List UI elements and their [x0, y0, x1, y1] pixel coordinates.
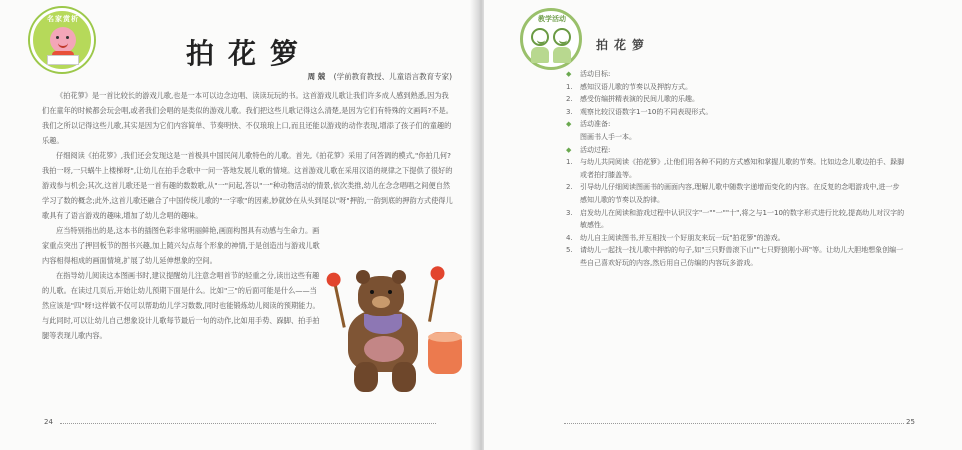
paragraph: 在指导幼儿阅读这本图画书时,建议提醒幼儿注意念唱首节的轻重之分,读出这些有趣的儿歌。在读过几页后,开始让幼儿预期下面是什么。比如"三"的后面可能是什么——当然应该是"四"呀!这样做不仅可以帮助幼儿学习数数,同时也能锻炼幼儿阅读的预期能力。与此同时,可以让幼儿自己想象设计儿歌每节最后一句的动作,比如用手势、跺脚、拍手拍腿等表现儿歌内容。 [42, 271, 320, 340]
paragraph: 应当特别指出的是,这本书的插图色彩非常明丽鲜艳,画面构图具有动感与生命力。画家重点突出了押回板节的图书兴趣,加上随兴勾点每个形象的神情,于是创造出与游戏儿歌内容相得相成的画面情境,扩展了幼儿延伸想象的空间。 [42, 226, 320, 265]
author-name: 周 兢 [307, 72, 326, 81]
lesson-plan [566, 68, 906, 270]
teaching-activity-badge [520, 8, 582, 70]
child-face-icon [553, 28, 571, 46]
child-face-icon [50, 27, 76, 53]
child-body-icon [553, 47, 571, 63]
paragraph: 仔细阅读《拍花箩》,我们还会发现这是一首极具中国民间儿歌特色的儿歌。首先,《拍花箩》采用了问答调的模式,"你拍几何?我拍一呀,一只蜗牛上楼梯呀",让幼儿在拍手念歌中一问一答地发展儿歌的情境。这首游戏儿歌在采用汉语的规律之下提供了很好的游戏参与机会;其次,这首儿歌还是一首有趣的数数歌,从"一"问起,答以"一"种动物活动的情景,依次类推,幼儿在念念唱唱之间便自然学习了数的概念;此外,这首儿歌还融合了中国传统儿歌的"一字歌"的因素,妙就妙在从头到尾以"呀"押韵,一韵到底的押韵方式使得儿歌具有了语言游戏的趣味,增加了幼儿念唱的趣味。 [42, 151, 453, 220]
bear-vest [364, 314, 402, 334]
list-item: 图画书人手一本。 [580, 132, 636, 141]
bear-eye [388, 290, 392, 294]
list-item: 2. 感受仿编拼精表演的民间儿歌的乐趣。 [566, 95, 699, 104]
footer-dotted-line [564, 423, 904, 424]
list-item: 1. 感知汉语儿歌的节奏以及押韵方式。 [566, 82, 692, 91]
list-item: 2. 引导幼儿仔细阅读图画书的画面内容,理解儿歌中随数字递增而变化的内容。在反复的念唱游戏中,进一步感知儿歌的节奏以及韵律。 [566, 183, 900, 204]
paragraph: 《拍花箩》是一首比较长的游戏儿歌,也是一本可以边念边唱、读读玩玩的书。这首游戏儿歌让我们许多成人感到熟悉,因为我们在童年的时候都会玩会唱,或者我们会唱的是类似的游戏儿歌。我们把这些儿歌记得这么清楚,是因为它们有特殊的文画吗?不是。我们之所以记得这些儿歌,其实是因为它们内容简单、节奏明快、不仅琅琅上口,而且还能以游戏的动作表现,增添了孩子们的童趣的乐趣。 [42, 91, 453, 145]
author-note: (学前教育教授、儿童语言教育专家) [333, 72, 452, 81]
list-item: 1. 与幼儿共同阅读《拍花箩》,让他们用各种不同的方式感知和掌握儿歌的节奏。比如边念儿歌边拍手、跺脚或者拍打膝盖等。 [566, 158, 905, 179]
section-heading: ◆ 活动目标: [566, 68, 906, 81]
bear-leg [354, 362, 378, 392]
drumstick-left [333, 282, 345, 328]
badge-label: 名家赏析 [47, 15, 79, 23]
page-number: 24 [44, 418, 53, 426]
list-item: 4. 幼儿自主阅读图书,并互相找一个好朋友来玩一玩"拍花箩"的游戏。 [566, 233, 785, 242]
right-page [484, 0, 962, 450]
bear-ear [356, 270, 370, 284]
left-page [0, 0, 476, 450]
bear-snout [372, 296, 390, 308]
page-number: 25 [906, 418, 915, 426]
bear-head [358, 276, 404, 316]
list-item: 3. 启发幼儿在阅读和游戏过程中认识汉字"一""一""十",将之与1一10的数字形式进行比较,提高幼儿对汉字的敏感性。 [566, 208, 905, 230]
page-title: 拍花箩 [596, 38, 651, 52]
diamond-bullet-icon: ◆ [566, 70, 572, 78]
footer-dotted-line [60, 423, 436, 424]
bear-leg [392, 362, 416, 392]
diamond-bullet-icon: ◆ [566, 145, 572, 154]
drumstick-right [428, 276, 439, 322]
list-item: 3. 观察比较汉语数字1一10的不同表现形式。 [566, 107, 713, 116]
bear-ear [392, 270, 406, 284]
diamond-bullet-icon: ◆ [566, 120, 572, 129]
badge-label: 教学活动 [538, 15, 566, 23]
bear-drummer-illustration [320, 270, 470, 400]
page-title: 拍花箩 [186, 37, 313, 70]
child-body-icon [531, 47, 549, 63]
drum [428, 332, 462, 374]
open-book-icon [47, 55, 79, 65]
child-face-icon [531, 28, 549, 46]
famous-appreciation-badge [30, 8, 94, 72]
list-item: 5. 请幼儿一起找一找儿歌中押韵的句子,如"三只野兽滚下山""七只野狼刚小珥"等。让幼儿大胆地想象创编一些自己喜欢好玩的内容,然后用自己仿编的内容玩多游戏。 [566, 246, 904, 267]
bear-belly [364, 336, 404, 362]
section-heading: ◆ 活动过程: [566, 144, 906, 157]
section-heading: ◆ 活动准备: [566, 118, 906, 131]
author-line [308, 71, 452, 82]
bear-eye [370, 290, 374, 294]
